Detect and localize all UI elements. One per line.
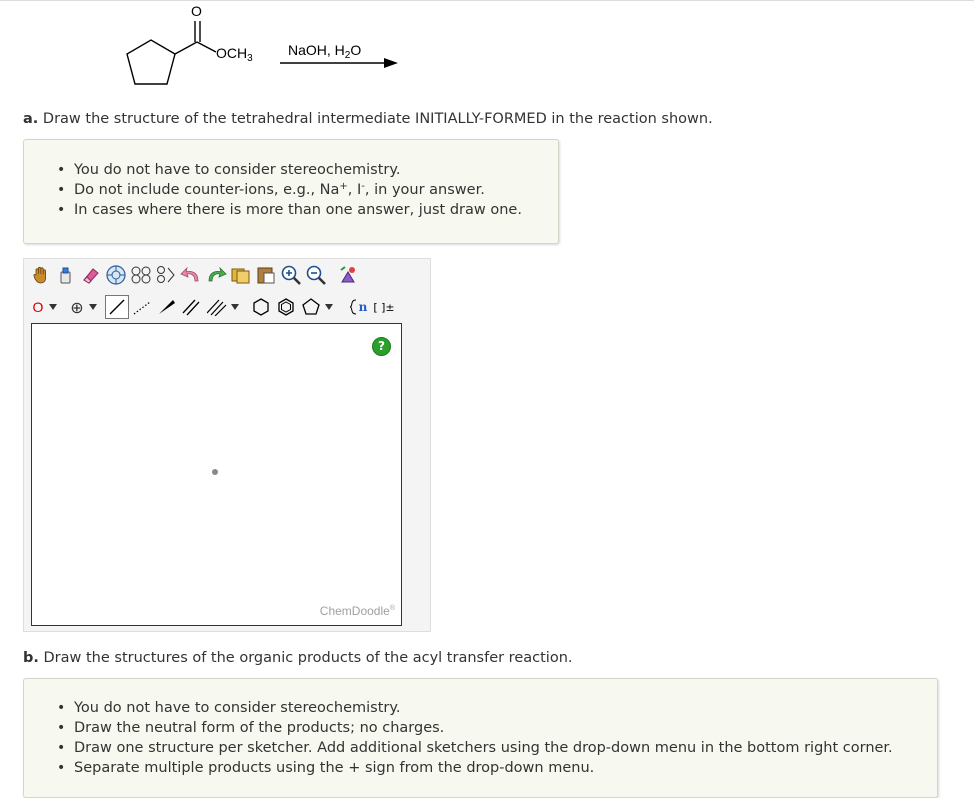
sketcher-toolbar-top <box>29 262 362 288</box>
single-bond-icon[interactable] <box>105 295 129 319</box>
instruction-item: • Separate multiple products using the + sign from the drop-down menu. <box>24 758 937 778</box>
chevron-down-icon[interactable] <box>48 295 58 319</box>
charge-plus-button[interactable] <box>67 295 87 319</box>
question-b-letter: b. <box>23 650 39 666</box>
sketcher-canvas[interactable] <box>31 323 402 626</box>
eraser-icon[interactable] <box>79 263 103 287</box>
bracket-label: [ ]± <box>373 300 395 314</box>
question-a-text: Draw the structure of the tetrahedral intermediate INITIALLY-FORMED in the reaction shown. <box>38 111 713 127</box>
carbonyl-oxygen-label: O <box>191 3 202 19</box>
flip-horizontal-icon[interactable] <box>129 263 153 287</box>
question-b <box>23 650 573 666</box>
question-a <box>23 111 713 127</box>
canvas-point <box>212 469 218 475</box>
double-bond-icon[interactable] <box>180 295 204 319</box>
sgroup-label: n <box>358 300 368 314</box>
zoom-out-icon[interactable] <box>304 263 328 287</box>
instructions-box-b <box>23 678 938 798</box>
copy-icon[interactable] <box>229 263 253 287</box>
instruction-item: • Draw one structure per sketcher. Add additional sketchers using the drop-down menu in the bottom right corner. <box>24 738 937 758</box>
instructions-box-a <box>23 139 559 244</box>
instruction-item: • In cases where there is more than one answer, just draw one. <box>24 200 558 220</box>
dashed-bond-icon[interactable] <box>130 295 154 319</box>
instruction-item: • You do not have to consider stereochemistry. <box>24 160 558 180</box>
wedge-bond-icon[interactable] <box>155 295 179 319</box>
cyclohexane-ring-icon[interactable] <box>249 295 273 319</box>
sketcher-toolbar-bottom <box>29 294 397 320</box>
chevron-down-icon[interactable] <box>230 295 240 319</box>
reagent-label: NaOH, $H_2O$ <box>288 42 362 61</box>
charge-label: ⊕ <box>70 297 84 317</box>
center-icon[interactable] <box>104 263 128 287</box>
instruction-item: • Do not include counter-ions, e.g., Na+, I-, in your answer. <box>24 180 558 200</box>
instruction-item: • Draw the neutral form of the products; no charges. <box>24 718 937 738</box>
reactant-structure-drawing <box>110 2 410 97</box>
paste-icon[interactable] <box>254 263 278 287</box>
bracket-charge-button[interactable] <box>372 295 396 319</box>
instruction-item: • You do not have to consider stereochemistry. <box>24 698 937 718</box>
top-divider <box>0 0 974 1</box>
question-b-text: Draw the structures of the organic products of the acyl transfer reaction. <box>38 650 573 666</box>
redo-icon[interactable] <box>204 263 228 287</box>
chevron-down-icon[interactable] <box>88 295 98 319</box>
help-button[interactable]: ? <box>372 337 391 356</box>
zoom-in-icon[interactable] <box>279 263 303 287</box>
atom-oxygen-button[interactable] <box>29 295 47 319</box>
benzene-ring-icon[interactable] <box>274 295 298 319</box>
clean-structure-icon[interactable] <box>337 263 361 287</box>
undo-icon[interactable] <box>179 263 203 287</box>
reaction-scheme <box>110 2 410 97</box>
chemdoodle-sketcher <box>23 258 431 632</box>
cyclopentane-ring-icon[interactable] <box>299 295 323 319</box>
methoxy-label: $OCH_3$ <box>216 45 253 64</box>
question-a-letter: a. <box>23 111 39 127</box>
chevron-down-icon[interactable] <box>324 295 334 319</box>
atom-label: O <box>32 299 44 315</box>
chain-template-button[interactable] <box>343 295 371 319</box>
pan-hand-icon[interactable] <box>29 263 53 287</box>
chemdoodle-watermark: ChemDoodle® <box>319 604 395 618</box>
triple-bond-icon[interactable] <box>205 295 229 319</box>
flip-vertical-icon[interactable] <box>154 263 178 287</box>
lasso-select-icon[interactable] <box>54 263 78 287</box>
